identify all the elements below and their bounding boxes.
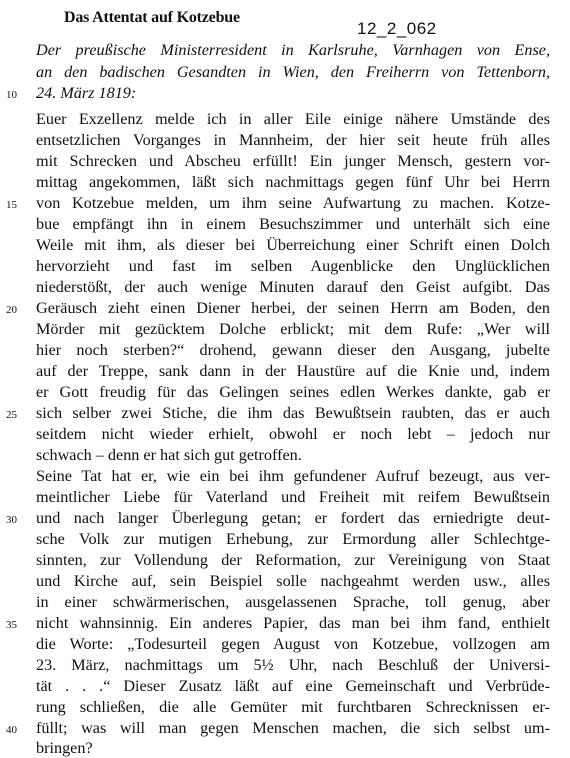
line-number: 10 [6, 89, 17, 101]
body-line: Mörder mit gezücktem Dolche erblickt; mit dem Rufe: „Wer will [36, 320, 550, 338]
line-number: 30 [6, 514, 17, 526]
body-line: er Gott freudig für das Gelingen seines edlen Werkes dankte, gab er [36, 383, 550, 401]
body-line: Seine Tat hat er, wie ein bei ihm gefundener Aufruf bezeugt, aus ver- [36, 467, 550, 485]
line-number: 15 [6, 199, 17, 211]
body-line: und Kirche auf, sein Beispiel solle nachgeahmt werden usw., alles [36, 572, 550, 590]
body-line: niederstößt, der auch wenige Minuten darauf den Geist aufgibt. Das [36, 278, 550, 296]
body-line: Euer Exzellenz melde ich in aller Eile einige nähere Umstände des [36, 110, 550, 128]
body-line: mit Schrecken und Abscheu erfüllt! Ein junger Mensch, gestern vor- [36, 152, 550, 170]
body-line: sich selber zwei Stiche, die ihm das Bewußtsein raubten, das er auch [36, 404, 550, 422]
body-line: bue empfängt ihn in einem Besuchszimmer und unterhält sich eine [36, 215, 550, 233]
body-line: seitdem nicht wieder erhielt, obwohl er noch lebt – jedoch nur [36, 425, 550, 443]
page-id: 12_2_062 [357, 19, 437, 38]
body-line: bringen? [36, 739, 93, 757]
body-line: sinnten, zur Vollendung der Reformation, zur Vereinigung von Staat [36, 551, 550, 569]
body-line: in einer schwärmerischen, ausgelassenen Sprache, toll genug, aber [36, 593, 550, 611]
body-line: sche Volk zur mutigen Erhebung, zur Ermordung aller Schlechtge- [36, 530, 550, 548]
body-line: meintlicher Liebe für Vaterland und Freiheit mit reifem Bewußtsein [36, 488, 550, 506]
body-line: schwach – denn er hat sich gut getroffen. [36, 446, 302, 464]
body-line: auf der Treppe, sank dann in der Haustüre auf die Knie und, indem [36, 362, 550, 380]
body-line: von Kotzebue melden, um ihm seine Aufwartung zu machen. Kotze- [36, 194, 550, 212]
body-line: rung schließen, die alle Gemüter mit furchtbaren Schrecknissen er- [36, 698, 550, 716]
heading-line: an den badischen Gesandten in Wien, den Freiherrn von Tettenborn, [36, 63, 550, 81]
body-line: tät . . .“ Dieser Zusatz läßt auf eine Gemeinschaft und Verbrüde- [36, 677, 550, 695]
line-number: 40 [6, 724, 17, 736]
body-line: 23. März, nachmittags um 5½ Uhr, nach Beschluß der Universi- [36, 656, 550, 674]
heading-line: 24. März 1819: [36, 84, 137, 102]
body-line: Geräusch zieht einen Diener herbei, der seinen Herrn am Boden, den [36, 299, 550, 317]
body-line: nicht wahnsinnig. Ein anderes Papier, das man bei ihm fand, enthielt [36, 614, 550, 632]
line-number: 25 [6, 409, 17, 421]
heading-line: Der preußische Ministerresident in Karlsruhe, Varnhagen von Ense, [36, 41, 550, 59]
body-line: füllt; was will man gegen Menschen machen, die sich selbst um- [36, 719, 550, 737]
body-line: mittag angekommen, läßt sich nachmittags gegen fünf Uhr bei Herrn [36, 173, 550, 191]
body-line: hervorzieht und fast im selben Augenblicke den Unglücklichen [36, 257, 550, 275]
body-line: hier noch sterben?“ drohend, gewann dieser den Ausgang, jubelte [36, 341, 550, 359]
line-number: 20 [6, 304, 17, 316]
body-line: und nach langer Überlegung getan; er fordert das erniedrigte deut- [36, 509, 550, 527]
body-line: die Worte: „Todesurteil gegen August von Kotzebue, vollzogen am [36, 635, 550, 653]
line-number: 35 [6, 619, 17, 631]
body-line: entsetzlichen Vorganges in Mannheim, der hier seit heute früh alles [36, 131, 550, 149]
body-line: Weile mit ihm, als dieser bei Überreichung einer Schrift einen Dolch [36, 236, 550, 254]
document-title: Das Attentat auf Kotzebue [64, 9, 240, 26]
